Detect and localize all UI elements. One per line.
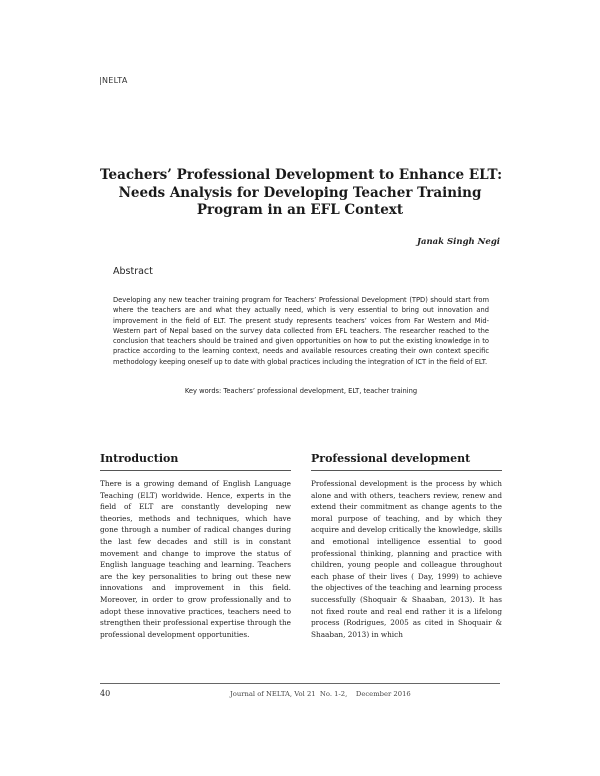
abstract-heading: Abstract — [113, 266, 153, 277]
author-name: Janak Singh Negi — [416, 237, 500, 247]
abstract-body: Developing any new teacher training program for Teachers’ Professional Development (TPD) should start from where the teachers are and what they actually need, which is very essential to bring out innovation and improvement in the field of ELT. The present study represents teachers’ voices from Far Western and Mid-Western part of Nepal based on the survey data collected from EFL teachers. The researcher reached to the conclusion that teachers should be trained and given opportunities on how to put the existing knowledge in to practice according to the learning context, needs and available resources creating their own context specific methodology keeping oneself up to date with global practices including the integration of ICT in the field of ELT. — [113, 296, 489, 366]
journal-header-tag: |NELTA — [99, 76, 128, 85]
footer-divider — [100, 683, 500, 684]
article-title — [100, 167, 503, 220]
title-line-2: Needs Analysis for Developing Teacher Training — [118, 184, 482, 201]
professional-development-heading: Professional development — [311, 452, 502, 471]
page-number: 40 — [100, 689, 111, 698]
title-line-1: Teachers’ Professional Development to Enhance ELT: — [100, 167, 503, 183]
professional-development-body: Professional development is the process by which alone and with others, teachers review, renew and extend their commitment as change agents to the moral purpose of teaching, and by which they acquire and develop critically the knowledge, skills and emotional intelligence essential to good professional thinking, planning and practice with children, young people and colleague throughout each phase of their lives ( Day, 1999) to achieve the objectives of the teaching and learning process successfully (Shoquair & Shaaban, 2013). It has not fixed route and real end rather it is a lifelong process (Rodrigues, 2005 as cited in Shoquair & Shaaban, 2013) in which — [311, 479, 502, 639]
title-line-3: Program in an EFL Context — [196, 202, 404, 218]
introduction-heading: Introduction — [100, 452, 291, 471]
footer-journal-citation: Journal of NELTA, Vol 21 No. 1-2, December 2016 — [230, 690, 411, 698]
professional-development-section — [311, 452, 502, 640]
introduction-section — [100, 452, 291, 640]
keywords: Key words: Teachers’ professional development, ELT, teacher training — [184, 387, 418, 395]
introduction-body: There is a growing demand of English Language Teaching (ELT) worldwide. Hence, experts in the field of ELT are constantly developing new theories, methods and techniques, which have gone through a number of radical changes during the last few decades and still is in constant movement and change to improve the status of English language teaching and learning. Teachers are the key personalities to bring out these new innovations and improvement in this field. Moreover, in order to grow professionally and to adopt these innovative practices, teachers need to strengthen their professional expertise through the professional development opportunities. — [100, 479, 291, 639]
